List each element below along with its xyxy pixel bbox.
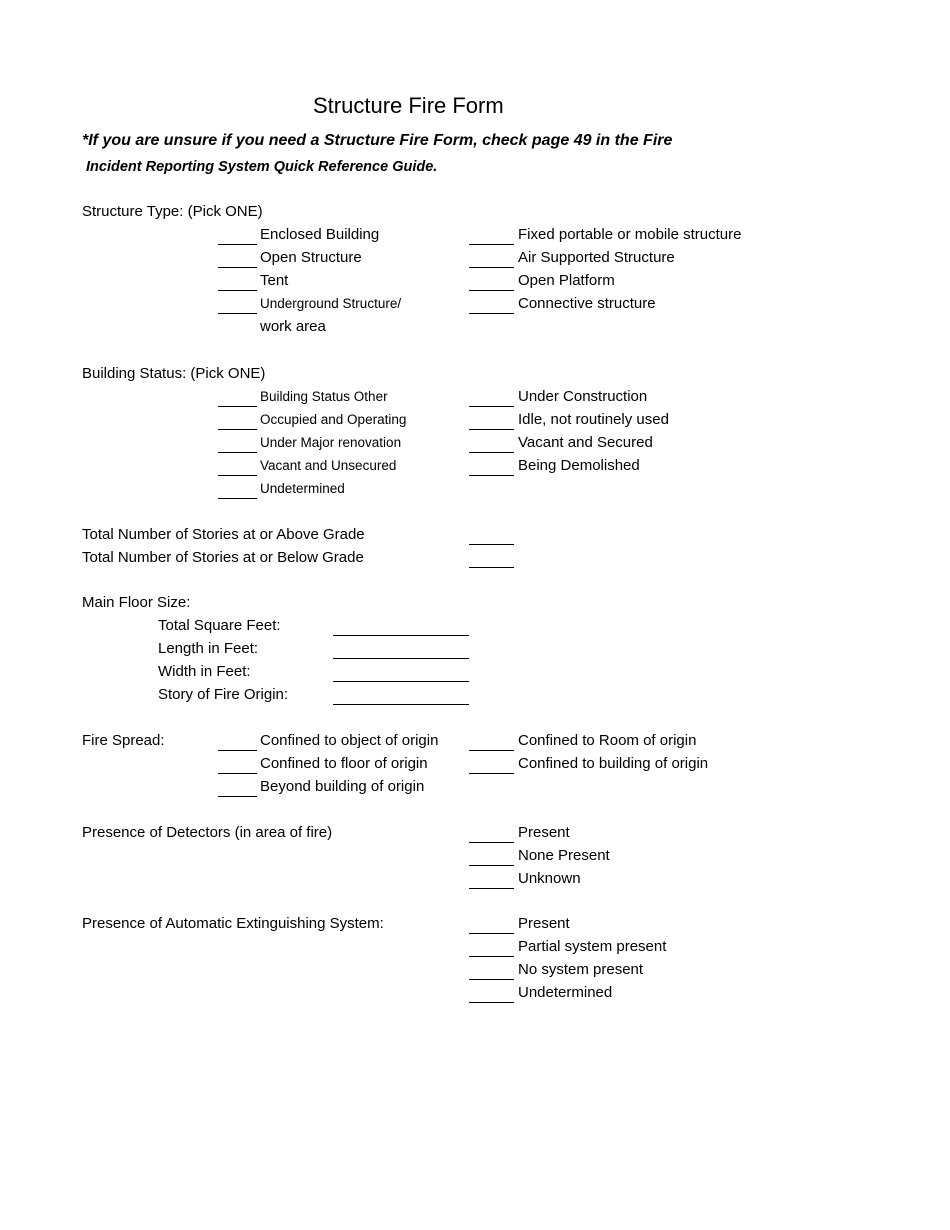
fire-spread-option: Beyond building of origin	[260, 778, 425, 795]
extinguishing-label: Presence of Automatic Extinguishing System:	[82, 915, 384, 932]
extinguishing-blank-present[interactable]	[469, 933, 514, 934]
width-field[interactable]	[333, 681, 469, 682]
fire-spread-option: Confined to building of origin	[518, 755, 709, 772]
building-status-blank-other[interactable]	[218, 406, 257, 407]
extinguishing-blank-none[interactable]	[469, 979, 514, 980]
building-status-option: Vacant and Unsecured	[260, 458, 397, 473]
structure-type-blank-air[interactable]	[469, 267, 514, 268]
story-of-origin-label: Story of Fire Origin:	[158, 686, 289, 703]
extinguishing-option: Present	[518, 915, 570, 932]
structure-type-blank-fixed[interactable]	[469, 244, 514, 245]
detectors-option: None Present	[518, 847, 610, 864]
stories-above-blank[interactable]	[469, 544, 514, 545]
note-line-1: *If you are unsure if you need a Structure Fire Form, check page 49 in the Fire	[82, 132, 673, 149]
structure-type-blank-underground[interactable]	[218, 313, 257, 314]
stories-above-label: Total Number of Stories at or Above Grade	[82, 526, 365, 543]
extinguishing-option: Undetermined	[518, 984, 613, 1001]
detectors-label: Presence of Detectors (in area of fire)	[82, 824, 333, 841]
extinguishing-blank-undetermined[interactable]	[469, 1002, 514, 1003]
structure-type-blank-platform[interactable]	[469, 290, 514, 291]
fire-spread-option: Confined to object of origin	[260, 732, 439, 749]
building-status-label: Building Status: (Pick ONE)	[82, 365, 266, 382]
length-label: Length in Feet:	[158, 640, 259, 657]
fire-spread-blank-beyond[interactable]	[218, 796, 257, 797]
fire-spread-option: Confined to floor of origin	[260, 755, 428, 772]
total-square-feet-label: Total Square Feet:	[158, 617, 281, 634]
detectors-option: Unknown	[518, 870, 581, 887]
fire-spread-label: Fire Spread:	[82, 732, 165, 749]
detectors-blank-unknown[interactable]	[469, 888, 514, 889]
building-status-option: Under Construction	[518, 388, 648, 405]
fire-spread-blank-object[interactable]	[218, 750, 257, 751]
structure-type-option: Open Structure	[260, 249, 362, 266]
structure-type-blank-enclosed[interactable]	[218, 244, 257, 245]
structure-type-blank-open[interactable]	[218, 267, 257, 268]
structure-type-option: Tent	[260, 272, 289, 289]
story-of-origin-field[interactable]	[333, 704, 469, 705]
building-status-option: Under Major renovation	[260, 435, 402, 450]
building-status-blank-vacant-unsecured[interactable]	[218, 475, 257, 476]
building-status-blank-vacant-secured[interactable]	[469, 452, 514, 453]
building-status-option: Idle, not routinely used	[518, 411, 669, 428]
building-status-blank-renovation[interactable]	[218, 452, 257, 453]
structure-type-option: Fixed portable or mobile structure	[518, 226, 742, 243]
detectors-blank-none[interactable]	[469, 865, 514, 866]
building-status-option: Undetermined	[260, 481, 345, 496]
building-status-option: Building Status Other	[260, 389, 388, 404]
stories-below-label: Total Number of Stories at or Below Grade	[82, 549, 364, 566]
detectors-option: Present	[518, 824, 570, 841]
detectors-blank-present[interactable]	[469, 842, 514, 843]
extinguishing-option: Partial system present	[518, 938, 667, 955]
fire-spread-blank-building[interactable]	[469, 773, 514, 774]
total-square-feet-field[interactable]	[333, 635, 469, 636]
building-status-blank-occupied[interactable]	[218, 429, 257, 430]
structure-type-blank-connective[interactable]	[469, 313, 514, 314]
structure-type-option-cont: work area	[260, 318, 326, 335]
extinguishing-option: No system present	[518, 961, 644, 978]
building-status-blank-idle[interactable]	[469, 429, 514, 430]
building-status-blank-demolished[interactable]	[469, 475, 514, 476]
note-line-2: Incident Reporting System Quick Reference Guide.	[86, 159, 438, 175]
structure-type-blank-tent[interactable]	[218, 290, 257, 291]
structure-type-option: Enclosed Building	[260, 226, 380, 243]
structure-type-option: Underground Structure/	[260, 296, 402, 311]
fire-spread-option: Confined to Room of origin	[518, 732, 697, 749]
length-field[interactable]	[333, 658, 469, 659]
structure-type-option: Connective structure	[518, 295, 656, 312]
floor-size-label: Main Floor Size:	[82, 594, 191, 611]
fire-spread-blank-room[interactable]	[469, 750, 514, 751]
building-status-blank-construction[interactable]	[469, 406, 514, 407]
fire-spread-blank-floor[interactable]	[218, 773, 257, 774]
building-status-option: Being Demolished	[518, 457, 640, 474]
building-status-option: Vacant and Secured	[518, 434, 653, 451]
structure-type-option: Open Platform	[518, 272, 615, 289]
structure-type-option: Air Supported Structure	[518, 249, 675, 266]
page-title: Structure Fire Form	[313, 93, 504, 118]
structure-type-label: Structure Type: (Pick ONE)	[82, 203, 263, 220]
width-label: Width in Feet:	[158, 663, 251, 680]
stories-below-blank[interactable]	[469, 567, 514, 568]
building-status-blank-undetermined[interactable]	[218, 498, 257, 499]
building-status-option: Occupied and Operating	[260, 412, 407, 427]
extinguishing-blank-partial[interactable]	[469, 956, 514, 957]
